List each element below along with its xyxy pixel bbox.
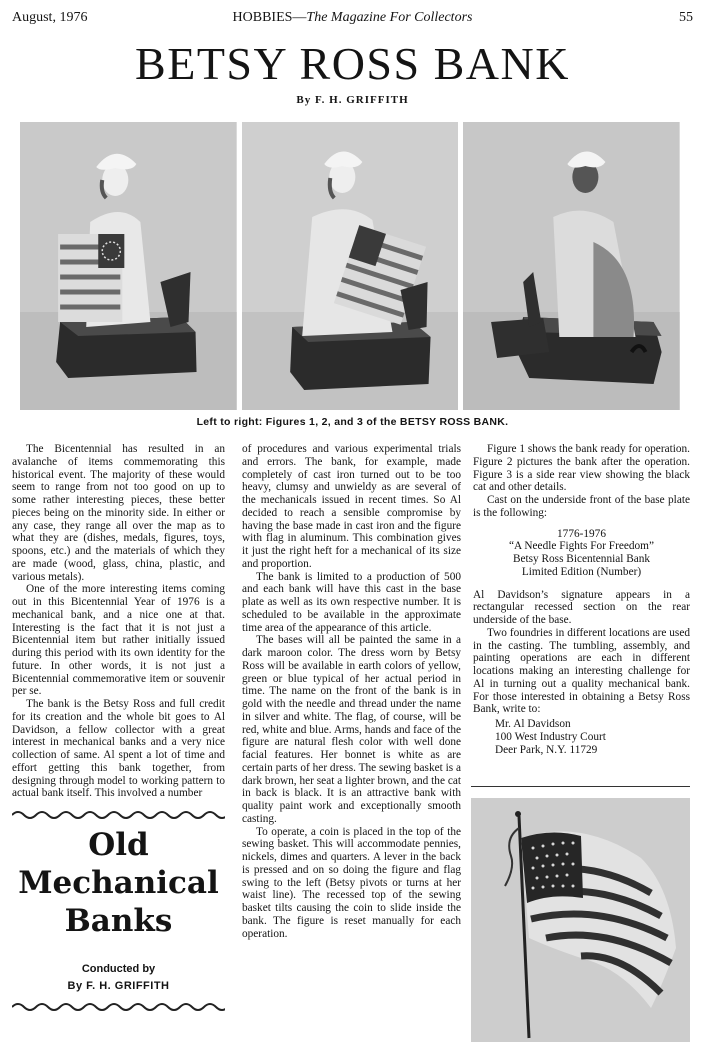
col1-paragraph-2: One of the more interesting items coming out in this Bicentennial Year of 1976 is a mechanical bank, and a nice one at that. Interesting is the fact that it is not just a Bicentennial item but rather initially issued during this period with its own identity for the future. In other words, it is not just a Bicentennial commemorative item or souvenir per se. [12,583,225,698]
article-byline: By F. H. GRIFFITH [296,94,409,106]
column-2 [242,443,461,940]
page-number: 55 [679,10,693,25]
inscription-line-2: “A Needle Fights For Freedom” [509,540,654,553]
ad-title-line-2: Mechanical [18,865,219,901]
inscription-line-4: Limited Edition (Number) [521,565,642,578]
inscription-line-1: 1776-1976 [557,527,606,540]
flag-photo-rule [471,786,690,787]
col1-paragraph-3: The bank is the Betsy Ross and full credit for its creation and the whole bit goes to Al Davidson, a fellow collector with a great interest in mechanical banks and a very nice collection of same. Al spent a lot of time and effort getting this bank together, from designing through model to working pattern to actual bank itself. This involved a number [12,698,225,800]
col2-paragraph-1: of procedures and various experimental trials and errors. The bank, for example, made completely of cast iron turned out to be too heavy, clumsy and unwieldy as are several of the mechanicals issued in recent times. So Al decided to reach a sensible compromise by having the base made in cast iron and the figure with flag in aluminum. This combination gives it just the right heft for a mechanical of its size and proportion. [242,443,461,570]
figure-3-photo [463,122,680,410]
ad-title-line-1: Old [88,827,149,863]
ad-conducted-by: Conducted by [81,963,156,975]
address-line-2: 100 West Industry Court [495,730,606,743]
ad-title-line-3: Banks [64,903,173,939]
contact-address [495,718,690,756]
ad-author: By F. H. GRIFFITH [67,980,170,992]
article-title: BETSY ROSS BANK [135,38,570,89]
issue-date: August, 1976 [12,10,88,25]
magazine-name: HOBBIES [232,10,293,25]
col3-paragraph-1: Figure 1 shows the bank ready for operation. Figure 2 pictures the bank after the operation. Figure 3 is a side rear view showing the black cat and other details. [473,443,690,494]
inscription-line-3: Betsy Ross Bicentennial Bank [512,553,651,565]
col3-paragraph-3: Al Davidson’s signature appears in a rectangular recessed section on the rear underside of the base. [473,588,690,626]
ornament-top [12,810,225,820]
american-flag-photo [471,798,690,1042]
col3-paragraph-4: Two foundries in different locations are used in the casting. The tumbling, assembly, and painting operations are each in different locations making an interesting challenge for Al in turning out a quality mechanical bank. For those interested in obtaining a Betsy Ross Bank, write to: [473,626,690,716]
figure-1-photo [20,122,237,410]
column-3 [473,443,690,756]
magazine-header: HOBBIES—The Magazine For Collectors [232,10,473,25]
col1-paragraph-1: The Bicentennial has resulted in an avalanche of items commemorating this historical event. The majority of these would seem to range from not too good on up to some rather interesting pieces, these better pieces being on the minority side. In either or any case, they range all over the map as to what they are (dishes, medals, figures, toys, spoons, etc.) and the materials of which they are made (wood, glass, china, plastic, and various metals). [12,443,225,583]
col2-paragraph-4: To operate, a coin is placed in the top of the sewing basket. This will accommodate pennies, nickels, dimes and quarters. A lever in the back is pressed and on so doing the figure and flag swing to the left (Betsy pivots or turns at her waist line). The recessed top of the sewing basket tilts causing the coin to slide inside the bank. The figure is reset manually for each operation. [242,825,461,940]
bank-photos [20,122,680,410]
column-1 [12,443,225,800]
address-line-1: Mr. Al Davidson [495,718,571,730]
ad-title [12,826,225,940]
base-inscription [473,528,690,579]
ornament-bottom [12,1002,225,1012]
address-line-3: Deer Park, N.Y. 11729 [495,743,598,756]
figure-2-photo [242,122,459,410]
running-header [12,10,693,30]
col2-paragraph-2: The bank is limited to a production of 500 and each bank will have this cast in the base plate as well as its own respective number. It is scheduled to be available in the approximate time area of the appearance of this article. [242,570,461,634]
magazine-tagline: The Magazine For Collectors [306,10,473,25]
col3-paragraph-2: Cast on the underside front of the base plate is the following: [473,494,690,519]
col2-paragraph-3: The bases will all be painted the same in a dark maroon color. The dress worn by Betsy Ross will be available in earth colors of yellow, green or blue typical of her actual period in time. The name on the front of the bank is in gold with the needle and thread under the name in silver and white. The flag, of course, will be red, white and blue. Arms, hands and face of the figure are natural flesh color with well done facial features. Her bonnet is white as are certain parts of her dress. The sewing basket is a dark brown, her seat a lighter brown, and the cat in back is black. It is an attractive bank with quality paint work and exceptionally smooth casting. [242,634,461,825]
photo-caption: Left to right: Figures 1, 2, and 3 of the BETSY ROSS BANK. [196,416,509,428]
